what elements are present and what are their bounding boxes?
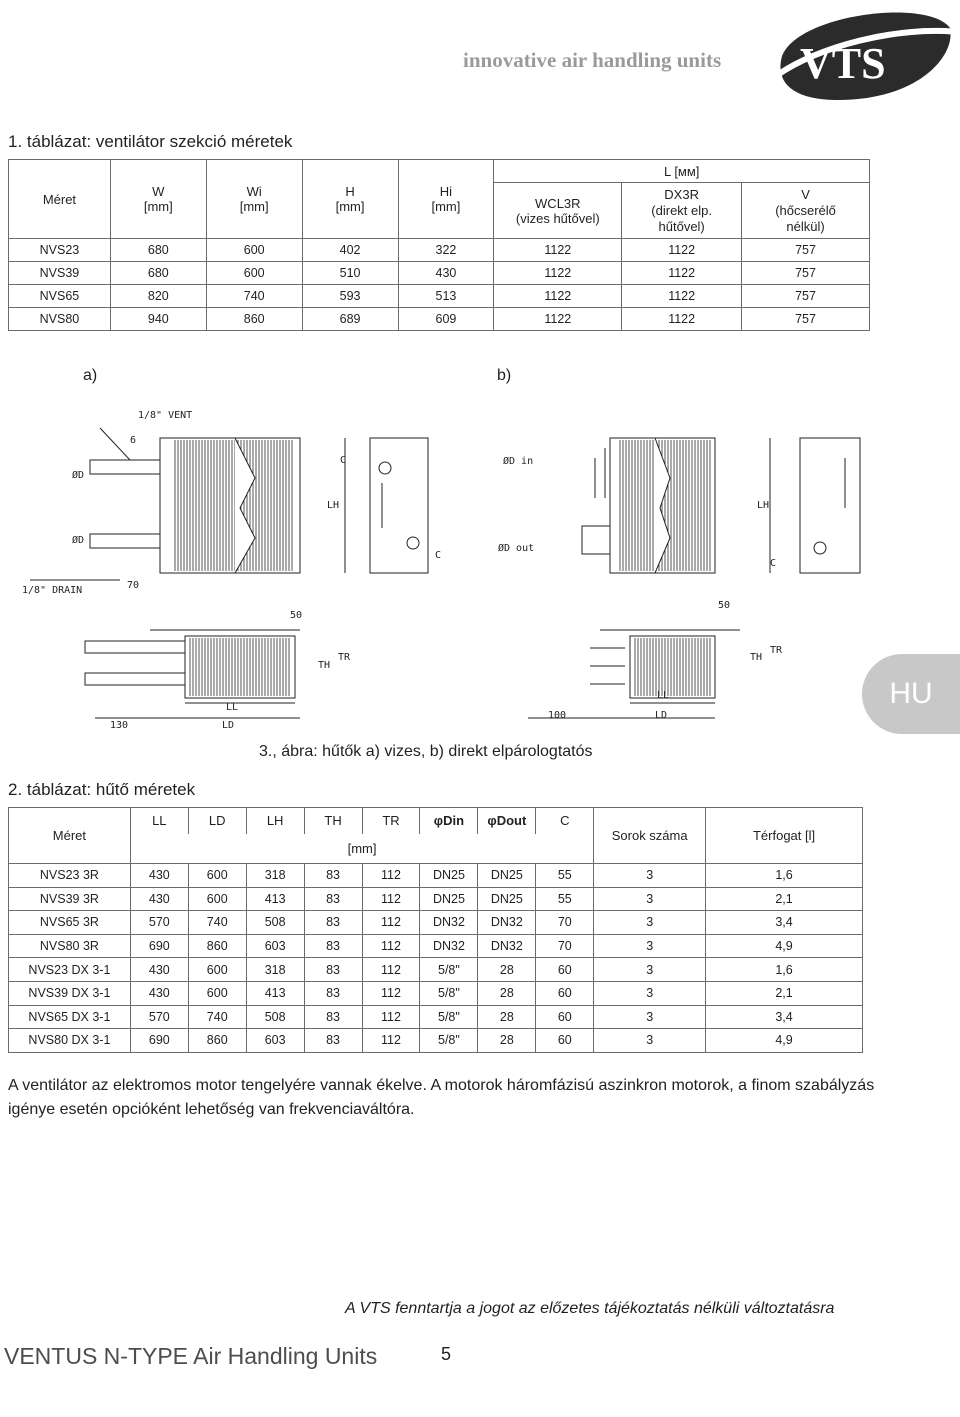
table-cell: 430 xyxy=(130,887,188,911)
label-tr-a: TR xyxy=(338,652,351,663)
label-lh-b: LH xyxy=(757,500,770,511)
label-ll-a: LL xyxy=(226,702,239,713)
table-cell: 2,1 xyxy=(706,981,863,1005)
table-cell: 28 xyxy=(478,1005,536,1029)
table-cell: 5/8" xyxy=(420,1005,478,1029)
table-row xyxy=(9,239,870,262)
table-cell: NVS39 DX 3-1 xyxy=(9,981,131,1005)
table-row xyxy=(9,934,863,958)
table-cell: 1,6 xyxy=(706,864,863,888)
table-cell: NVS80 3R xyxy=(9,934,131,958)
label-od-top: ØD xyxy=(72,470,85,481)
table-cell: 680 xyxy=(110,262,206,285)
t1-header-l-group: L [мм] xyxy=(494,160,870,183)
table-cell: 600 xyxy=(188,864,246,888)
table-cell: 3 xyxy=(594,981,706,1005)
table-cell: 5/8" xyxy=(420,981,478,1005)
t2-header-dout: φDout xyxy=(478,808,536,834)
table-cell: 513 xyxy=(398,285,494,308)
t2-header-terfogat: Térfogat [l] xyxy=(706,808,863,864)
table-cell: 83 xyxy=(304,934,362,958)
table-cell: 860 xyxy=(206,308,302,331)
table-cell: 3 xyxy=(594,911,706,935)
label-c-a1: C xyxy=(340,455,347,466)
table-cell: 55 xyxy=(536,864,594,888)
table-cell: 83 xyxy=(304,911,362,935)
table-cell: DN25 xyxy=(420,864,478,888)
t2-header-lh: LH xyxy=(246,808,304,834)
table2-title: 2. táblázat: hűtő méretek xyxy=(8,780,196,799)
t1-header-hi: Hi [mm] xyxy=(398,160,494,239)
water-coil-side-view xyxy=(30,428,300,580)
label-c-a2: C xyxy=(435,550,442,561)
footer-title: VENTUS N-TYPE Air Handling Units xyxy=(4,1343,378,1369)
table-cell: 112 xyxy=(362,1005,420,1029)
table-cell: 83 xyxy=(304,958,362,982)
table-cell: 600 xyxy=(188,958,246,982)
coil-technical-drawing xyxy=(0,398,960,740)
table-cell: 402 xyxy=(302,239,398,262)
table-cell: 740 xyxy=(188,911,246,935)
table-cell: 3 xyxy=(594,1005,706,1029)
table-row xyxy=(9,864,863,888)
table-cell: 318 xyxy=(246,864,304,888)
table-cell: 60 xyxy=(536,958,594,982)
label-od-out: ØD out xyxy=(498,543,535,554)
table-cell: 740 xyxy=(206,285,302,308)
t1-header-wi: Wi [mm] xyxy=(206,160,302,239)
table-cell: NVS65 3R xyxy=(9,911,131,935)
table-cell: 570 xyxy=(130,911,188,935)
table-cell: NVS80 xyxy=(9,308,111,331)
table-cell: 1122 xyxy=(494,308,622,331)
table-cell: 83 xyxy=(304,1005,362,1029)
dx-coil-front-view xyxy=(800,438,860,573)
logo-text: VTS xyxy=(800,39,886,88)
table-cell: 2,1 xyxy=(706,887,863,911)
t1-header-meret: Méret xyxy=(9,160,111,239)
table-cell: DN25 xyxy=(478,887,536,911)
t1-header-h: H [mm] xyxy=(302,160,398,239)
table1-title: 1. táblázat: ventilátor szekció méretek xyxy=(8,132,293,151)
table-cell: 860 xyxy=(188,934,246,958)
table-cell: 508 xyxy=(246,1005,304,1029)
table-cell: DN32 xyxy=(478,911,536,935)
table-cell: 28 xyxy=(478,981,536,1005)
dx-coil-side-view xyxy=(582,438,770,573)
motor-paragraph: A ventilátor az elektromos motor tengelyére vannak ékelve. A motorok háromfázisú aszinkron motorok, a finom szabályzás igénye esetén opcióként lehetőség van frekvenciaváltóra. xyxy=(8,1077,875,1118)
table-cell: DN32 xyxy=(420,911,478,935)
table-cell: 112 xyxy=(362,981,420,1005)
table-cell: 689 xyxy=(302,308,398,331)
table-cell: 28 xyxy=(478,958,536,982)
table-cell: 1122 xyxy=(494,239,622,262)
t2-header-sorok: Sorok száma xyxy=(594,808,706,864)
table-cell: 3,4 xyxy=(706,1005,863,1029)
table-cell: 60 xyxy=(536,1029,594,1053)
table-cell: 28 xyxy=(478,1029,536,1053)
table-cell: 112 xyxy=(362,911,420,935)
table-cell: 740 xyxy=(188,1005,246,1029)
t1-header-dx3r: DX3R (direkt elp. hűtővel) xyxy=(622,183,742,239)
table-row xyxy=(9,262,870,285)
table-cell: 600 xyxy=(188,887,246,911)
label-lh-a: LH xyxy=(327,500,340,511)
table-row xyxy=(9,1005,863,1029)
table-cell: 690 xyxy=(130,1029,188,1053)
page-number: 5 xyxy=(441,1344,452,1364)
table-cell: 430 xyxy=(130,981,188,1005)
table-cell: 3,4 xyxy=(706,911,863,935)
label-th-b: TH xyxy=(750,652,763,663)
table-row xyxy=(9,958,863,982)
table-row xyxy=(9,887,863,911)
table-cell: 430 xyxy=(398,262,494,285)
table-cell: 60 xyxy=(536,981,594,1005)
table-cell: NVS23 3R xyxy=(9,864,131,888)
table-cell: 83 xyxy=(304,1029,362,1053)
table-cell: 609 xyxy=(398,308,494,331)
table-cell: 112 xyxy=(362,934,420,958)
table-cell: 430 xyxy=(130,864,188,888)
t2-header-ll: LL xyxy=(130,808,188,834)
table-cell: 600 xyxy=(206,262,302,285)
table-cell: 5/8" xyxy=(420,1029,478,1053)
table-cell: 680 xyxy=(110,239,206,262)
figure-label-a: a) xyxy=(83,367,98,384)
t1-header-w: W [mm] xyxy=(110,160,206,239)
table-cell: 5/8" xyxy=(420,958,478,982)
table-cell: 70 xyxy=(536,911,594,935)
label-6: 6 xyxy=(130,435,137,446)
table-cell: 70 xyxy=(536,934,594,958)
label-th-a: TH xyxy=(318,660,331,671)
label-tr-b: TR xyxy=(770,645,783,656)
table-cell: DN25 xyxy=(478,864,536,888)
table-cell: 600 xyxy=(188,981,246,1005)
table-cell: 112 xyxy=(362,1029,420,1053)
table-cell: NVS39 xyxy=(9,262,111,285)
table-cell: NVS80 DX 3-1 xyxy=(9,1029,131,1053)
table-cell: 83 xyxy=(304,887,362,911)
table-cell: 3 xyxy=(594,1029,706,1053)
table-cell: 83 xyxy=(304,981,362,1005)
language-tab: HU xyxy=(862,654,960,734)
table-cell: 1122 xyxy=(494,262,622,285)
table-cell: 1122 xyxy=(622,262,742,285)
figure-caption: 3., ábra: hűtők a) vizes, b) direkt elpárologtatós xyxy=(259,743,593,760)
coil-dimensions-table xyxy=(8,807,863,1053)
table-cell: 757 xyxy=(742,308,870,331)
fan-section-table xyxy=(8,159,870,331)
table-row xyxy=(9,911,863,935)
table-cell: 1122 xyxy=(622,285,742,308)
t2-header-th: TH xyxy=(304,808,362,834)
table-cell: NVS23 DX 3-1 xyxy=(9,958,131,982)
t2-header-tr: TR xyxy=(362,808,420,834)
dx-coil-top-view xyxy=(528,630,740,718)
table-cell: 3 xyxy=(594,934,706,958)
label-130: 130 xyxy=(110,720,129,731)
table-cell: 112 xyxy=(362,864,420,888)
table-cell: 3 xyxy=(594,864,706,888)
label-c-b: C xyxy=(770,558,777,569)
table-cell: 1122 xyxy=(494,285,622,308)
table-row xyxy=(9,285,870,308)
table-cell: 1122 xyxy=(622,308,742,331)
table-cell: 510 xyxy=(302,262,398,285)
table-cell: 318 xyxy=(246,958,304,982)
table-cell: 820 xyxy=(110,285,206,308)
table-cell: 603 xyxy=(246,934,304,958)
table-cell: 508 xyxy=(246,911,304,935)
label-100: 100 xyxy=(548,710,567,721)
table-cell: 413 xyxy=(246,887,304,911)
table-cell: 940 xyxy=(110,308,206,331)
table-cell: DN25 xyxy=(420,887,478,911)
table-cell: 3 xyxy=(594,887,706,911)
t2-header-c: C xyxy=(536,808,594,834)
table-cell: NVS65 xyxy=(9,285,111,308)
table-cell: 603 xyxy=(246,1029,304,1053)
label-ll-b: LL xyxy=(657,690,670,701)
table-cell: 83 xyxy=(304,864,362,888)
water-coil-front-view xyxy=(345,438,428,573)
table-cell: 112 xyxy=(362,958,420,982)
table-cell: DN32 xyxy=(420,934,478,958)
label-ld-a: LD xyxy=(222,720,235,731)
table-cell: NVS23 xyxy=(9,239,111,262)
label-70: 70 xyxy=(127,580,140,591)
t2-header-ld: LD xyxy=(188,808,246,834)
table-row xyxy=(9,308,870,331)
t1-header-wcl3r: WCL3R (vizes hűtővel) xyxy=(494,183,622,239)
label-od-bottom: ØD xyxy=(72,535,85,546)
table-cell: 430 xyxy=(130,958,188,982)
table-cell: 1,6 xyxy=(706,958,863,982)
label-vent: 1/8" VENT xyxy=(138,410,193,421)
label-50-a: 50 xyxy=(290,610,303,621)
table-row xyxy=(9,1029,863,1053)
table-cell: NVS65 DX 3-1 xyxy=(9,1005,131,1029)
table-cell: 757 xyxy=(742,285,870,308)
water-coil-top-view xyxy=(85,630,300,718)
t2-header-unit: [mm] xyxy=(130,834,593,864)
table-cell: 757 xyxy=(742,239,870,262)
table-cell: 112 xyxy=(362,887,420,911)
table-cell: 1122 xyxy=(622,239,742,262)
table-cell: 570 xyxy=(130,1005,188,1029)
table-cell: 860 xyxy=(188,1029,246,1053)
table-row xyxy=(9,981,863,1005)
label-drain: 1/8" DRAIN xyxy=(22,585,83,596)
header-tagline: innovative air handling units xyxy=(463,48,722,72)
t2-header-meret: Méret xyxy=(9,808,131,864)
table-cell: 60 xyxy=(536,1005,594,1029)
table-cell: 4,9 xyxy=(706,934,863,958)
table-cell: 593 xyxy=(302,285,398,308)
table-cell: 690 xyxy=(130,934,188,958)
label-ld-b: LD xyxy=(655,710,668,721)
label-50-b: 50 xyxy=(718,600,731,611)
table-cell: 322 xyxy=(398,239,494,262)
footer-note: A VTS fenntartja a jogot az előzetes tájékoztatás nélküli változtatásra xyxy=(345,1300,835,1317)
vts-logo xyxy=(778,6,954,102)
t1-header-v: V (hőcserélő nélkül) xyxy=(742,183,870,239)
table-cell: 757 xyxy=(742,262,870,285)
t2-header-din: φDin xyxy=(420,808,478,834)
table-cell: 3 xyxy=(594,958,706,982)
label-od-in: ØD in xyxy=(503,456,534,467)
table-cell: 4,9 xyxy=(706,1029,863,1053)
table-cell: 600 xyxy=(206,239,302,262)
table-cell: NVS39 3R xyxy=(9,887,131,911)
table-cell: 413 xyxy=(246,981,304,1005)
figure-label-b: b) xyxy=(497,367,512,384)
table-cell: 55 xyxy=(536,887,594,911)
table-cell: DN32 xyxy=(478,934,536,958)
